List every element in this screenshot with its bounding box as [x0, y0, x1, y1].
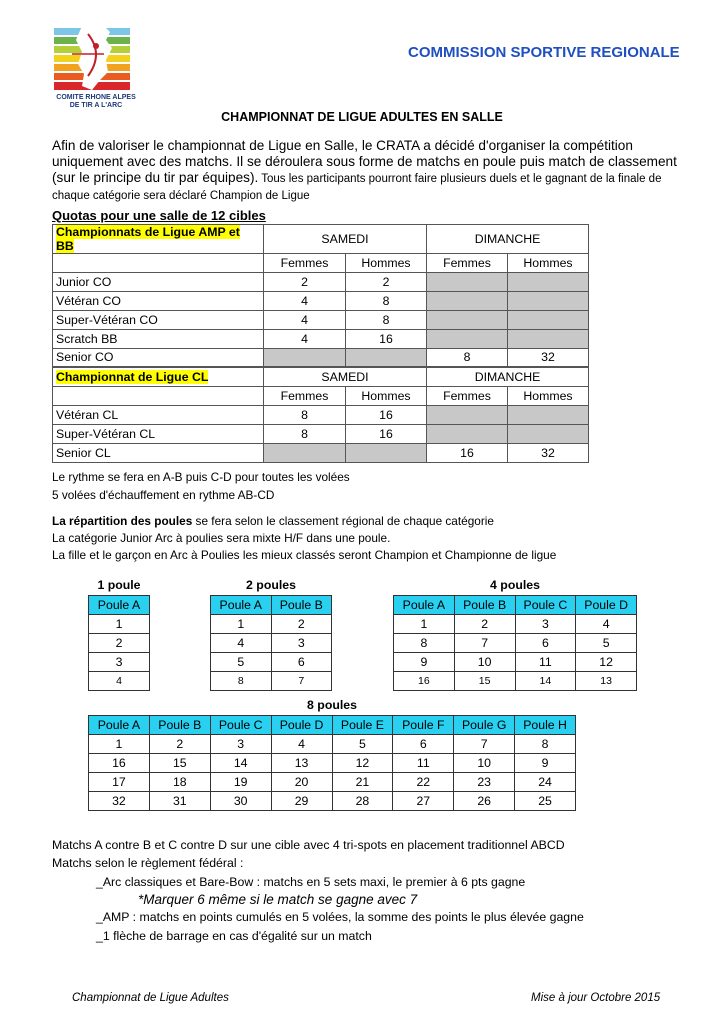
note-repartition-bold: La répartition des poules: [52, 514, 193, 528]
table-cell: 18: [149, 773, 210, 792]
poule-header: Poule B: [271, 596, 332, 615]
table-cell: 12: [332, 754, 393, 773]
table-cell: 17: [89, 773, 150, 792]
table-cell: 8: [394, 634, 455, 653]
hommes-header: Hommes: [346, 387, 427, 406]
table-cell: 16: [89, 754, 150, 773]
table-row: [394, 672, 637, 691]
table-row: Scratch BB 4 16: [53, 330, 589, 349]
femmes-header: Femmes: [427, 254, 508, 273]
table-cell: 2: [89, 634, 150, 653]
table-cell: 5: [576, 634, 637, 653]
table-cell: 6: [515, 634, 576, 653]
samedi-header: SAMEDI: [264, 225, 427, 254]
table-row: Senior CL 16 32: [53, 444, 589, 463]
poule-header: Poule H: [515, 716, 576, 735]
table-cell: 29: [271, 792, 332, 811]
table-cell: 1: [394, 615, 455, 634]
table-row: [89, 615, 150, 634]
intro-text: Afin de valoriser le championnat de Ligue en Salle, le CRATA a décidé d'organiser la compétition uniquement avec des matchs. Il se déroulera sous forme de matchs en poule puis match de classement (sur le principe du tir par équipes).: [52, 138, 677, 185]
samedi-header: SAMEDI: [264, 368, 427, 387]
table-cell: 2: [271, 615, 332, 634]
table-row: [394, 653, 637, 672]
femmes-header: Femmes: [427, 387, 508, 406]
rule-line-1: Matchs A contre B et C contre D sur une cible avec 4 tri-spots en placement traditionnel ABCD: [52, 838, 565, 852]
poule-8-title: 8 poules: [307, 698, 357, 712]
table-heading: Championnats de Ligue AMP et BB: [53, 225, 264, 254]
table-cell: 13: [576, 672, 637, 691]
table-cell: 31: [149, 792, 210, 811]
intro-paragraph: [52, 138, 682, 204]
table-row: [211, 615, 332, 634]
footer-right: Mise à jour Octobre 2015: [531, 992, 661, 1004]
poule-1-title: 1 poule: [97, 578, 141, 592]
intro-small-text: Tous les participants pourront faire plusieurs duels et le gagnant de la finale de chaque catégorie sera déclaré Champion de Ligue: [52, 173, 662, 202]
table-cell: 15: [149, 754, 210, 773]
table-cell: 7: [454, 735, 515, 754]
table-cell: 6: [271, 653, 332, 672]
note-repartition-rest: se fera selon le classement régional de chaque catégorie: [192, 514, 494, 528]
table-cell: 8: [211, 672, 272, 691]
table-cell: 10: [454, 754, 515, 773]
rule-line-6: _1 flèche de barrage en cas d'égalité sur un match: [96, 929, 372, 943]
table-cell: 14: [210, 754, 271, 773]
table-row: Super-Vétéran CL 8 16: [53, 425, 589, 444]
table-row: Super-Vétéran CO 4 8: [53, 311, 589, 330]
rule-line-5: _AMP : matchs en points cumulés en 5 volées, la somme des points le plus élevée gagne: [96, 910, 584, 924]
table-cell: 15: [454, 672, 515, 691]
table-cell: 3: [271, 634, 332, 653]
table-cell: 32: [89, 792, 150, 811]
table-row: Senior CO 8 32: [53, 349, 589, 367]
table-cell: 22: [393, 773, 454, 792]
poule-2-title: 2 poules: [246, 578, 296, 592]
table-row: Junior CO 2 2: [53, 273, 589, 292]
table-row: [89, 735, 576, 754]
note-champion: La fille et le garçon en Arc à Poulies les mieux classés seront Champion et Championne de ligue: [52, 548, 557, 562]
table-cell: 4: [576, 615, 637, 634]
table-row: [211, 634, 332, 653]
poule-header: Poule A: [394, 596, 455, 615]
table-cell: 27: [393, 792, 454, 811]
poule-header: Poule C: [515, 596, 576, 615]
table-cell: 4: [211, 634, 272, 653]
quota-table-amp: [52, 224, 589, 367]
poule-header: Poule A: [211, 596, 272, 615]
logo-caption-line1: COMITE RHONE ALPES: [56, 94, 136, 101]
table-cell: 9: [394, 653, 455, 672]
table-row: [211, 672, 332, 691]
table-row: [89, 634, 150, 653]
table-cell: 13: [271, 754, 332, 773]
femmes-header: Femmes: [264, 387, 346, 406]
table-cell: 2: [149, 735, 210, 754]
table-cell: 26: [454, 792, 515, 811]
table-row: Vétéran CL 8 16: [53, 406, 589, 425]
table-cell: 5: [332, 735, 393, 754]
hommes-header: Hommes: [346, 254, 427, 273]
table-row: [211, 653, 332, 672]
quota-table-cl: [52, 367, 589, 463]
poule-header: Poule C: [210, 716, 271, 735]
hommes-header: Hommes: [508, 387, 589, 406]
table-row: [89, 754, 576, 773]
rule-line-3: _Arc classiques et Bare-Bow : matchs en 5 sets maxi, le premier à 6 pts gagne: [96, 875, 526, 889]
table-cell: 14: [515, 672, 576, 691]
note-rythme: Le rythme se fera en A-B puis C-D pour toutes les volées: [52, 470, 350, 484]
poule-header: Poule B: [149, 716, 210, 735]
table-heading: Championnat de Ligue CL: [53, 368, 264, 387]
poule-header: Poule D: [576, 596, 637, 615]
table-cell: 2: [454, 615, 515, 634]
femmes-header: Femmes: [264, 254, 346, 273]
hommes-header: Hommes: [508, 254, 589, 273]
table-cell: 1: [211, 615, 272, 634]
poule-header: Poule A: [89, 596, 150, 615]
dimanche-header: DIMANCHE: [427, 368, 589, 387]
table-cell: 3: [89, 653, 150, 672]
poule-4-title: 4 poules: [490, 578, 540, 592]
table-cell: 23: [454, 773, 515, 792]
quotas-title: Quotas pour une salle de 12 cibles: [52, 208, 266, 223]
poule-header: Poule B: [454, 596, 515, 615]
poule-8-table: [88, 715, 576, 811]
table-cell: 1: [89, 735, 150, 754]
table-cell: 19: [210, 773, 271, 792]
logo-caption: [44, 94, 148, 110]
table-cell: 25: [515, 792, 576, 811]
table-row: [89, 672, 150, 691]
poule-header: Poule G: [454, 716, 515, 735]
poule-header: Poule D: [271, 716, 332, 735]
poule-4-table: [393, 595, 637, 691]
table-cell: 6: [393, 735, 454, 754]
table-cell: 1: [89, 615, 150, 634]
table-cell: 28: [332, 792, 393, 811]
table-cell: 7: [271, 672, 332, 691]
table-cell: 3: [515, 615, 576, 634]
table-cell: 5: [211, 653, 272, 672]
table-cell: 21: [332, 773, 393, 792]
note-junior: La catégorie Junior Arc à poulies sera mixte H/F dans une poule.: [52, 531, 391, 545]
table-cell: 12: [576, 653, 637, 672]
table-cell: 8: [515, 735, 576, 754]
table-cell: 20: [271, 773, 332, 792]
table-row: [394, 634, 637, 653]
poule-1-table: [88, 595, 150, 691]
poule-2-table: [210, 595, 332, 691]
footer-left: Championnat de Ligue Adultes: [72, 992, 229, 1004]
table-row: Vétéran CO 4 8: [53, 292, 589, 311]
note-echauffement: 5 volées d'échauffement en rythme AB-CD: [52, 488, 275, 502]
logo-caption-line2: DE TIR A L'ARC: [69, 102, 123, 109]
rule-line-4: *Marquer 6 même si le match se gagne avec 7: [138, 892, 418, 907]
table-cell: 30: [210, 792, 271, 811]
archer-logo-icon: [52, 24, 138, 94]
table-cell: 3: [210, 735, 271, 754]
page-title: CHAMPIONNAT DE LIGUE ADULTES EN SALLE: [221, 110, 503, 124]
table-cell: 11: [393, 754, 454, 773]
table-cell: 16: [394, 672, 455, 691]
rule-line-2: Matchs selon le règlement fédéral :: [52, 856, 244, 870]
table-row: [89, 792, 576, 811]
table-cell: 4: [271, 735, 332, 754]
table-cell: 7: [454, 634, 515, 653]
table-row: [89, 653, 150, 672]
table-cell: 24: [515, 773, 576, 792]
poule-header: Poule F: [393, 716, 454, 735]
dimanche-header: DIMANCHE: [427, 225, 589, 254]
note-repartition: [52, 514, 494, 528]
table-cell: 11: [515, 653, 576, 672]
table-cell: 4: [89, 672, 150, 691]
poule-header: Poule E: [332, 716, 393, 735]
table-cell: 9: [515, 754, 576, 773]
commission-title: COMMISSION SPORTIVE REGIONALE: [408, 44, 680, 61]
table-row: [89, 773, 576, 792]
poule-header: Poule A: [89, 716, 150, 735]
table-row: [394, 615, 637, 634]
table-cell: 10: [454, 653, 515, 672]
